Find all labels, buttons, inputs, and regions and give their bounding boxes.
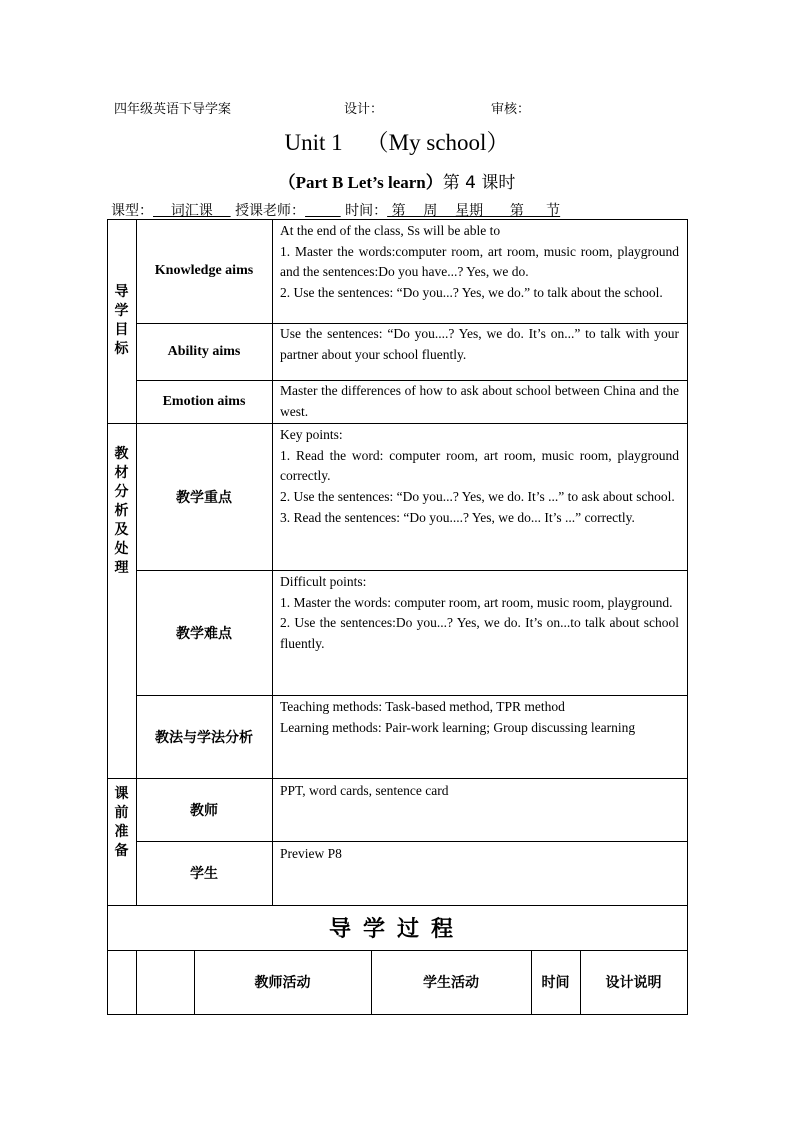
col-student-activity: 学生活动 (423, 975, 479, 991)
student-prep-label: 学生 (190, 866, 218, 882)
col-teacher-activity: 教师活动 (254, 975, 311, 991)
time-value: 第 周 星期 第 节 (387, 203, 561, 219)
teacher-prep-text: PPT, word cards, sentence card (280, 783, 449, 798)
emotion-aims-text: Master the differences of how to ask about school between China and the west. (280, 383, 679, 419)
ability-aims-label: Ability aims (167, 343, 241, 359)
lesson-meta (111, 200, 560, 220)
difficult-points-text: Difficult points: 1. Master the words: computer room, art room, music room, playground. 2. Use the sentences:Do you...? Yes, we do. It’s on...to talk about school fluently. (280, 574, 679, 652)
student-prep-text: Preview P8 (280, 846, 342, 861)
ability-aims-text: Use the sentences: “Do you....? Yes, we do. It’s on...” to talk with your partner about your school fluently. (280, 326, 679, 362)
header-designer: 设计： (344, 102, 384, 117)
analysis-group-label: 教 材 分 析 及 处 理 (114, 446, 129, 576)
methods-label: 教法与学法分析 (155, 729, 253, 746)
difficult-points-label: 教学难点 (176, 625, 232, 642)
teacher-value (305, 203, 341, 219)
methods-text: Teaching methods: Task-based method, TPR method Learning methods: Pair-work learning; Group discussing learning (280, 699, 636, 735)
page-subtitle: （Part B Let’s learn）第 4 课时 (278, 173, 516, 193)
teacher-prep-label: 教师 (190, 802, 218, 819)
page-title: Unit 1 （My school） (284, 130, 510, 155)
knowledge-aims-label: Knowledge aims (154, 263, 254, 278)
aims-group-label: 导 学 目 标 (114, 284, 129, 357)
header-doc-name: 四年级英语下导学案 (114, 102, 232, 117)
col-time: 时间 (541, 975, 570, 991)
teacher-label: 授课老师： (235, 203, 306, 219)
key-points-text: Key points: 1. Read the word: computer room, art room, music room, playground correctly. 2. Use the sentences: “Do you...? Yes, we do. It’s ...” to ask about school. 3. Read the sentences: “Do you....? Yes, we do... It’s ...” correctly. (280, 427, 679, 525)
type-value: 词汇课 (153, 203, 231, 219)
process-title: 导学过程 (328, 917, 465, 942)
type-label: 课型： (111, 203, 153, 219)
col-design-notes: 设计说明 (605, 975, 662, 991)
emotion-aims-label: Emotion aims (162, 393, 246, 409)
prep-group-label: 课 前 准 备 (114, 786, 129, 859)
key-points-label: 教学重点 (176, 489, 232, 506)
knowledge-aims-text: At the end of the class, Ss will be able to 1. Master the words:computer room, art room, music room, playground and the sentences:Do you have...? Yes, we do. 2. Use the sentences: “Do you...? Yes, we do.” to talk about the school. (280, 223, 679, 301)
time-label: 时间： (345, 203, 388, 219)
header-reviewer: 审核： (491, 102, 531, 117)
